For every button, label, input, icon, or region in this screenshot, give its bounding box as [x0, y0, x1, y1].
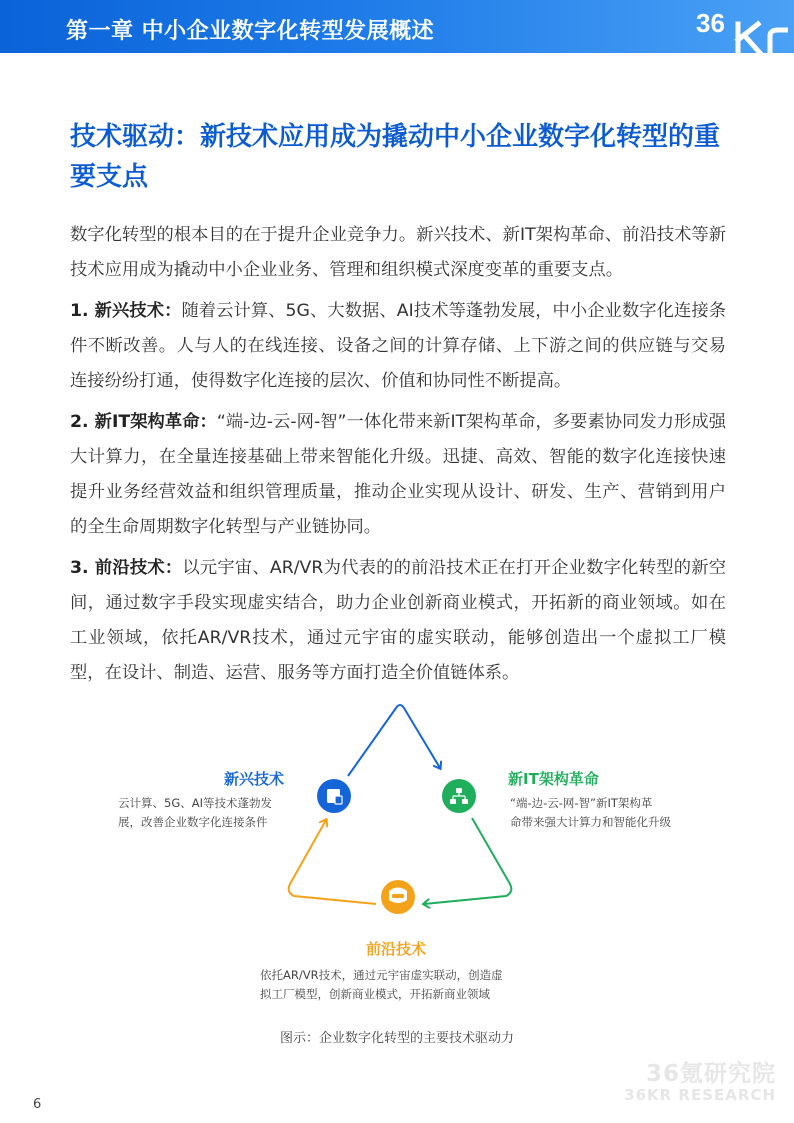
- node-desc-line: 依托AR/VR技术，通过元宇宙虚实联动，创造虚: [260, 968, 503, 982]
- node-desc-frontier: [260, 966, 540, 1004]
- 36kr-logo: [694, 2, 794, 53]
- chapter-title: 第一章 中小企业数字化转型发展概述: [66, 19, 435, 44]
- svg-text:36: 36: [696, 8, 725, 38]
- page-header: [0, 0, 794, 53]
- watermark-main: 36氪研究院: [645, 1061, 776, 1087]
- paragraph-frontier-tech: [70, 551, 726, 691]
- node-title-frontier: 前沿技术: [366, 940, 427, 958]
- intro-paragraph: 数字化转型的根本目的在于提升企业竞争力。新兴技术、新IT架构革命、前沿技术等新技术应用成为撬动中小企业业务、管理和组织模式深度变革的重要支点。: [70, 225, 726, 280]
- paragraph-emerging-tech: [70, 294, 726, 399]
- watermark-sub: 36KR RESEARCH: [624, 1086, 776, 1104]
- figure-caption: 图示：企业数字化转型的主要技术驱动力: [279, 1031, 514, 1046]
- paragraph-text: 以元宇宙、AR/VR为代表的的前沿技术正在打开企业数字化转型的新空间，通过数字手段实现虚实结合，助力企业创新商业模式，开拓新的商业领域。如在工业领域，依托AR/VR技术，通过元宇宙的虚实联动，能够创造出一个虚拟工厂模型，在设计、制造、运营、服务等方面打造全价值链体系。: [70, 558, 726, 683]
- paragraph-label: 1. 新兴技术：: [70, 301, 182, 321]
- paragraph-text: “端-边-云-网-智”一体化带来新IT架构革命，多要素协同发力形成强大计算力，在全量连接基础上带来智能化升级。迅捷、高效、智能的数字化连接快速提升业务经营效益和组织管理质量，推动企业实现从设计、研发、生产、营销到用户的全生命周期数字化转型与产业链协同。: [70, 412, 726, 537]
- paragraph-text: 随着云计算、5G、大数据、AI技术等蓬勃发展，中小企业数字化连接条件不断改善。人与人的在线连接、设备之间的计算存储、上下游之间的供应链与交易连接纷纷打通，使得数字化连接的层次、价值和协同性不断提高。: [70, 301, 726, 391]
- vr-headset-icon: [389, 888, 407, 904]
- paragraph-label: 2. 新IT架构革命：: [70, 412, 217, 432]
- document-icon: [327, 789, 342, 804]
- node-desc-new-it: [510, 794, 700, 832]
- node-title-new-it: 新IT架构革命: [508, 770, 599, 788]
- node-desc-line: 云计算、5G、AI等技术蓬勃发: [118, 796, 272, 810]
- section-title: 技术驱动：新技术应用成为撬动中小企业数字化转型的重要支点: [70, 122, 721, 192]
- node-desc-line: 拟工厂模型，创新商业模式，开拓新商业领域: [260, 987, 490, 1001]
- node-title-emerging: 新兴技术: [224, 770, 285, 788]
- node-desc-emerging: [118, 794, 298, 832]
- arrow-blue: [348, 705, 440, 776]
- tech-driver-diagram: [100, 690, 700, 1010]
- arrow-orange: [289, 820, 376, 904]
- node-desc-line: “端-边-云-网-智”新IT架构革: [510, 796, 653, 810]
- page-number: 6: [33, 1097, 42, 1112]
- node-desc-line: 展，改善企业数字化连接条件: [118, 815, 268, 829]
- watermark: [600, 1055, 776, 1104]
- diagram-canvas: [100, 690, 700, 1010]
- paragraph-new-it: [70, 405, 726, 545]
- paragraph-label: 3. 前沿技术：: [70, 558, 183, 578]
- node-desc-line: 命带来强大计算力和智能化升级: [510, 815, 671, 829]
- body-text: [70, 218, 726, 697]
- arrow-green: [424, 818, 511, 904]
